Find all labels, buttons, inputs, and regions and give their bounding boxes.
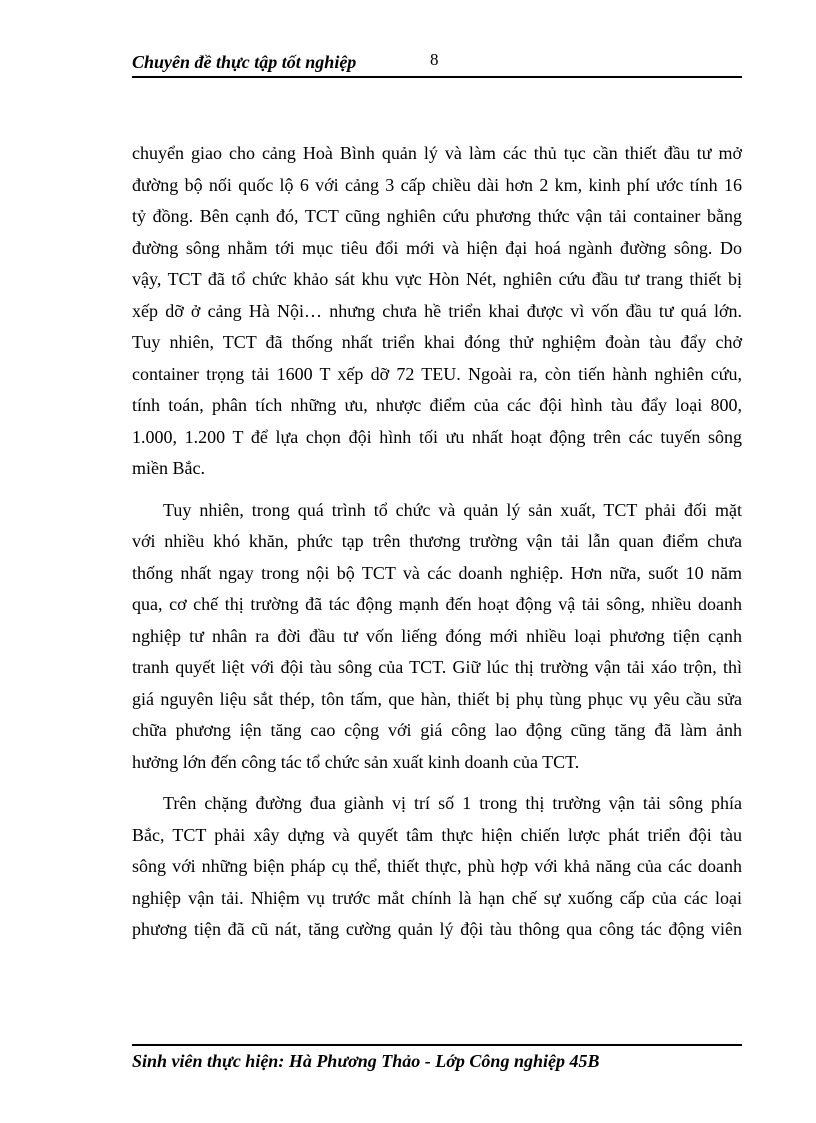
text-line: chữa phương iện tăng cao cộng với giá công lao động cũng tăng đã làm ảnh xyxy=(132,720,742,740)
text-line: sông với những biện pháp cụ thể, thiết thực, phù hợp với khả năng của các doanh xyxy=(132,856,742,876)
page-header xyxy=(132,50,742,78)
text-line: nghiệp tư nhân ra đời đầu tư vốn liếng đóng mới nhiều loại phương tiện cạnh xyxy=(132,625,742,646)
text-line: vậy, TCT đã tổ chức khảo sát khu vực Hòn Nét, nghiên cứu đầu tư trang thiết bị xyxy=(132,269,742,289)
text-line: xếp dỡ ở cảng Hà Nội… nhưng chưa hề triển khai được vì vốn đầu tư quá lớn. xyxy=(132,300,742,321)
text-line: container trọng tải 1600 T xếp dỡ 72 TEU. Ngoài ra, còn tiến hành nghiên cứu, xyxy=(132,363,742,384)
paragraph-2 xyxy=(132,495,742,779)
page-number: 8 xyxy=(430,50,439,69)
text-line: phương tiện đã cũ nát, tăng cường quản lý đội tàu thông qua công tác động viên xyxy=(132,919,742,939)
text-line: chuyển giao cho cảng Hoà Bình quản lý và làm các thủ tục cần thiết đầu tư mở xyxy=(132,143,742,163)
text-line: giá nguyên liệu sắt thép, tôn tấm, que hàn, thiết bị phụ tùng phục vụ yêu cầu sửa xyxy=(132,688,742,709)
document-title: Chuyên đề thực tập tốt nghiệp xyxy=(132,52,357,72)
text-line: với nhiều khó khăn, phức tạp trên thương trường vận tải lẫn quan điểm chưa xyxy=(132,531,742,551)
text-line: Trên chặng đường đua giành vị trí số 1 trong thị trường vận tải sông phía xyxy=(163,793,742,813)
text-line: Tuy nhiên, trong quá trình tổ chức và quản lý sản xuất, TCT phải đối mặt xyxy=(163,499,742,520)
text-line: Tuy nhiên, TCT đã thống nhất triển khai đóng thử nghiệm đoàn tàu đẩy chở xyxy=(132,332,742,352)
header-divider xyxy=(132,76,742,78)
paragraph-3 xyxy=(132,788,742,946)
page-footer xyxy=(132,1044,742,1072)
text-line: Bắc, TCT phải xây dựng và quyết tâm thực hiện chiến lược phát triển đội tàu xyxy=(132,824,742,845)
body-text xyxy=(132,138,742,946)
text-line: đường bộ nối quốc lộ 6 với cảng 3 cấp chiều dài hơn 2 km, kinh phí ước tính 16 xyxy=(132,174,742,195)
paragraph-1 xyxy=(132,138,742,485)
text-line: tranh quyết liệt với đội tàu sông của TCT. Giữ lúc thị trường vận tải xáo trộn, thì xyxy=(132,657,742,677)
text-line: tỷ đồng. Bên cạnh đó, TCT cũng nghiên cứu phương thức vận tải container bằng xyxy=(132,206,742,226)
text-line: đường sông nhằm tới mục tiêu đổi mới và hiện đại hoá ngành đường sông. Do xyxy=(132,237,742,258)
text-line: qua, cơ chế thị trường đã tác động mạnh đến hoạt động vậ tải sông, nhiều doanh xyxy=(132,594,742,614)
footer-divider xyxy=(132,1044,742,1046)
text-line: nghiệp vận tải. Nhiệm vụ trước mắt chính là hạn chế sự xuống cấp của các loại xyxy=(132,887,742,908)
text-line: miền Bắc. xyxy=(132,458,205,478)
text-line: thống nhất ngay trong nội bộ TCT và các doanh nghiệp. Hơn nữa, suốt 10 năm xyxy=(132,562,742,583)
text-line: hưởng lớn đến công tác tổ chức sản xuất kinh doanh của TCT. xyxy=(132,751,580,772)
author-line: Sinh viên thực hiện: Hà Phương Thảo - Lớp Công nghiệp 45B xyxy=(132,1051,600,1071)
text-line: 1.000, 1.200 T để lựa chọn đội hình tối ưu nhất hoạt động trên các tuyến sông xyxy=(132,426,742,447)
text-line: tính toán, phân tích những ưu, nhược điểm của các đội hình tàu đẩy loại 800, xyxy=(132,395,742,415)
